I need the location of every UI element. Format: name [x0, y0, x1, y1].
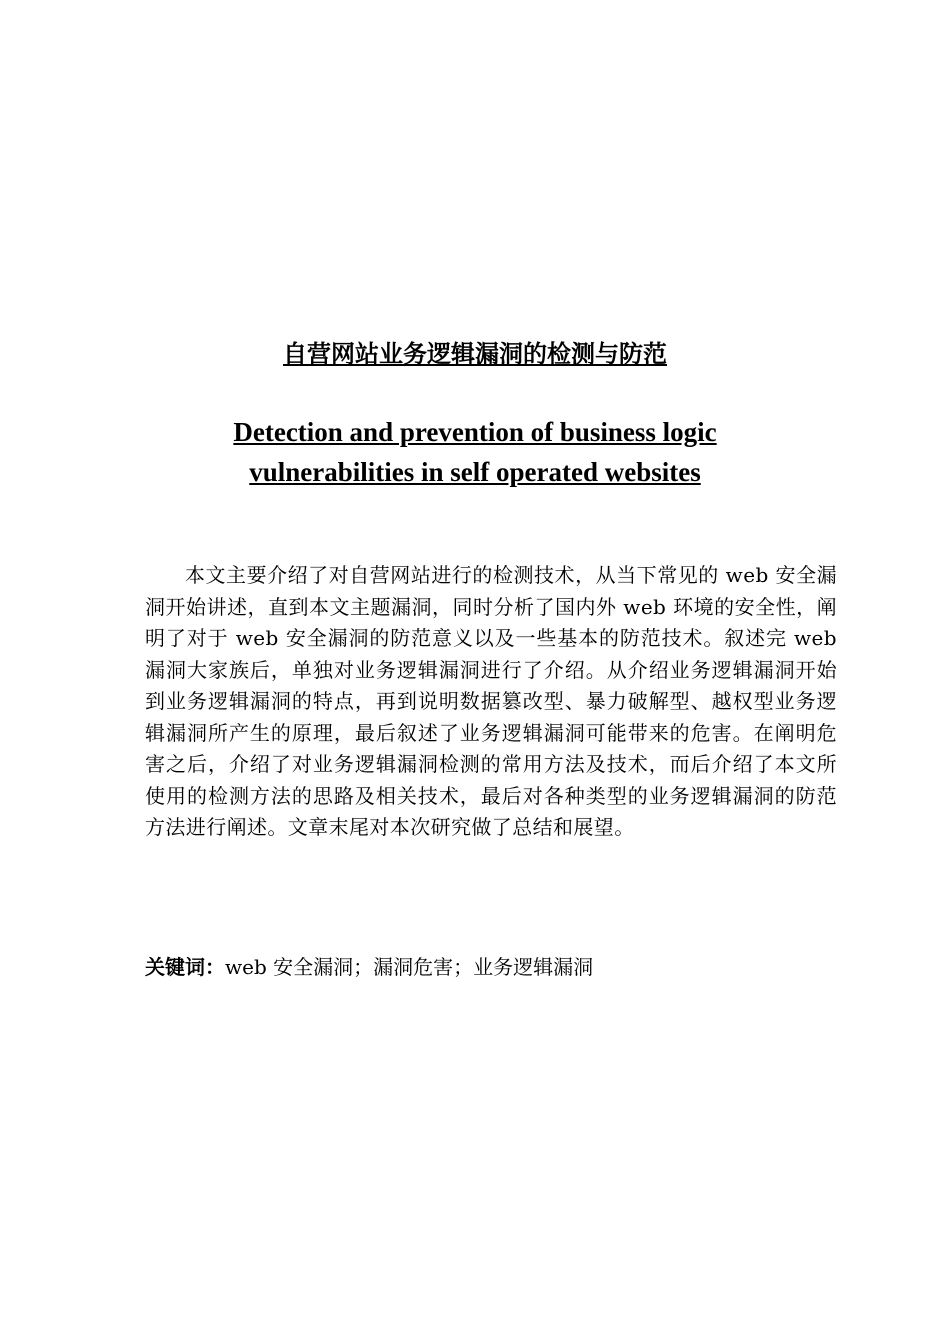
keywords-value: web 安全漏洞；漏洞危害；业务逻辑漏洞 [225, 955, 594, 979]
english-title-line-1: Detection and prevention of business logic [233, 417, 717, 447]
chinese-title: 自营网站业务逻辑漏洞的检测与防范 [283, 340, 667, 368]
english-title-line-2: vulnerabilities in self operated websites [249, 457, 701, 487]
keywords-label: 关键词： [145, 955, 225, 979]
keywords-line [145, 952, 837, 983]
english-title [0, 412, 950, 492]
abstract-paragraph: 本文主要介绍了对自营网站进行的检测技术，从当下常见的 web 安全漏洞开始讲述，直到本文主题漏洞，同时分析了国内外 web 环境的安全性，阐明了对于 web 安全漏洞的防范意义以及一些基本的防范技术。叙述完 web 漏洞大家族后，单独对业务逻辑漏洞进行了介绍。从介绍业务逻辑漏洞开始到业务逻辑漏洞的特点，再到说明数据篡改型、暴力破解型、越权型业务逻辑漏洞所产生的原理，最后叙述了业务逻辑漏洞可能带来的危害。在阐明危害之后，介绍了对业务逻辑漏洞检测的常用方法及技术，而后介绍了本文所使用的检测方法的思路及相关技术，最后对各种类型的业务逻辑漏洞的防范方法进行阐述。文章末尾对本次研究做了总结和展望。 [145, 563, 837, 839]
